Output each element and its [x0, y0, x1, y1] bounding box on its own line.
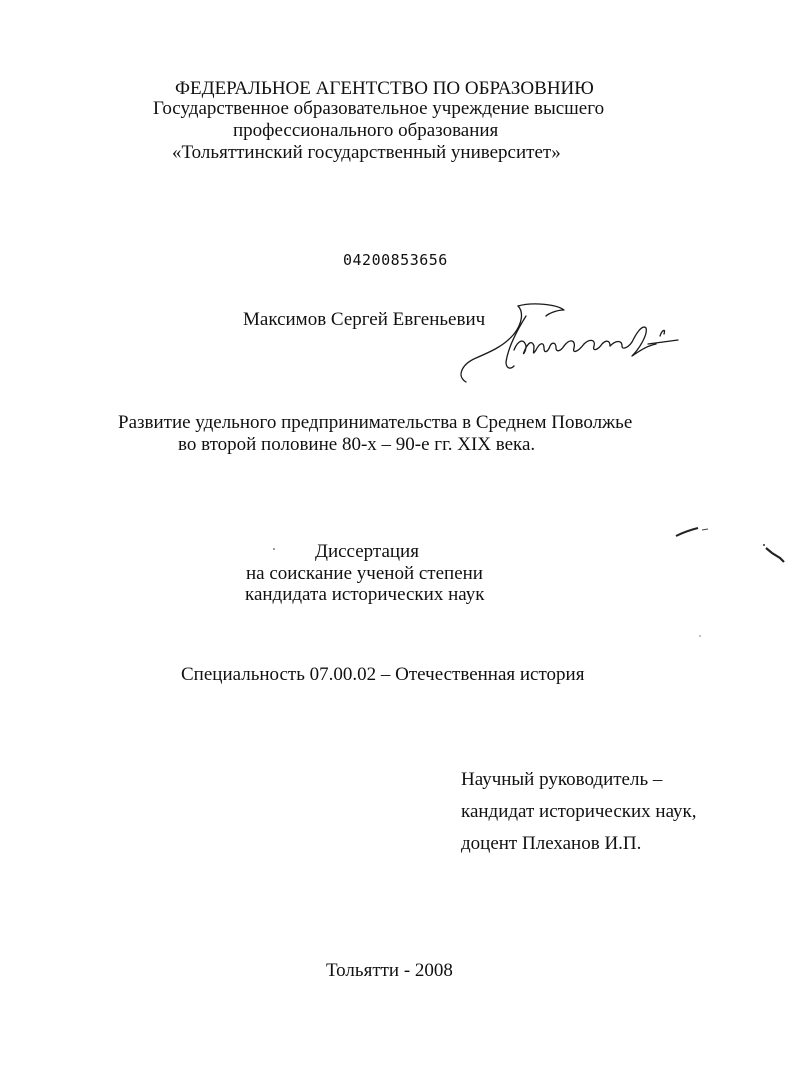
supervisor-degree: кандидат исторических наук,	[461, 801, 697, 822]
agency-name: ФЕДЕРАЛЬНОЕ АГЕНТСТВО ПО ОБРАЗОВНИЮ	[175, 78, 594, 99]
degree-name: кандидата исторических наук	[245, 584, 485, 605]
supervisor-label: Научный руководитель –	[461, 769, 663, 790]
author-signature	[452, 300, 682, 390]
degree-sought: на соискание ученой степени	[246, 563, 483, 584]
university-name: «Тольяттинский государственный университет»	[172, 142, 561, 163]
supervisor-name: доцент Плеханов И.П.	[461, 833, 642, 854]
author-name: Максимов Сергей Евгеньевич	[243, 309, 486, 330]
specialty: Специальность 07.00.02 – Отечественная история	[181, 664, 585, 685]
work-type: Диссертация	[315, 541, 419, 562]
institution-type: Государственное образовательное учреждение высшего	[153, 98, 605, 119]
dissertation-title-line1: Развитие удельного предпринимательства в Среднем Поволжье	[118, 412, 633, 433]
dissertation-title-line2: во второй половине 80-х – 90-е гг. XIX века.	[178, 434, 536, 455]
place-year: Тольятти - 2008	[326, 960, 453, 981]
institution-education-level: профессионального образования	[233, 120, 499, 141]
catalog-number: 04200853656	[343, 251, 448, 269]
